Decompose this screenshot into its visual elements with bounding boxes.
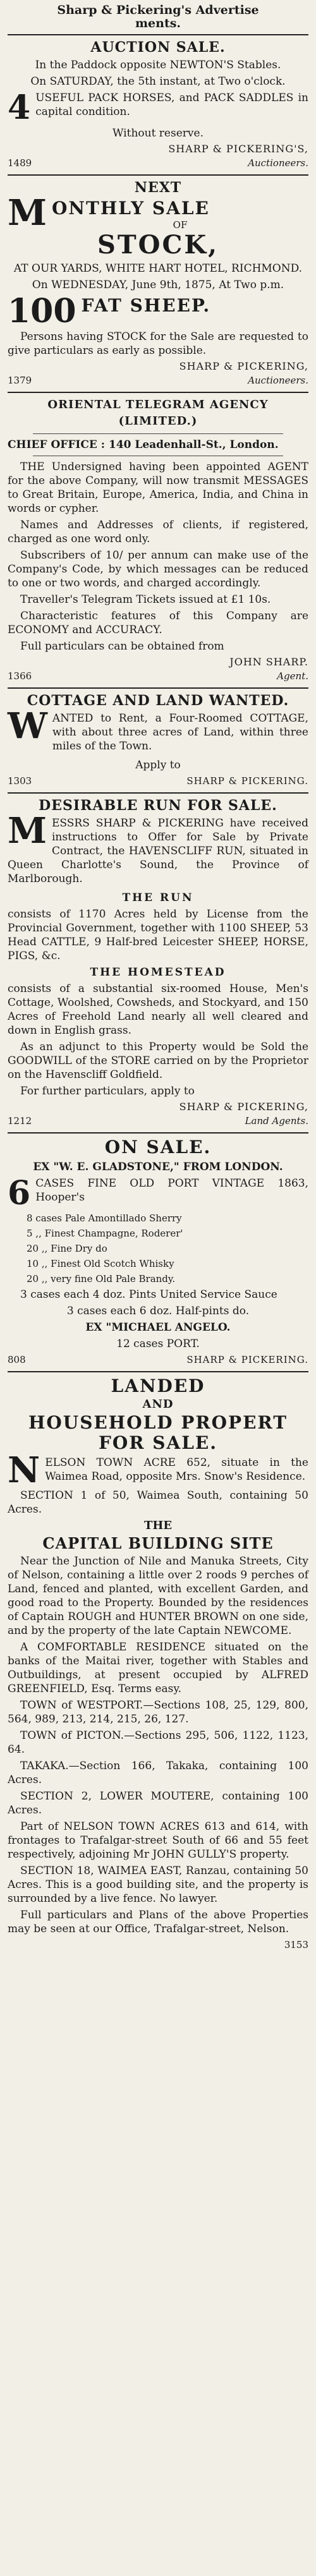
ad-text: Near the Junction of Nile and Manuka Streets, City of Nelson, containing a little over 2 roods 9 perches of Land, fenced and planted, with excellent Garden, and good road to the Property. Bounded by the residences of Captain ROUGH and HUNTER BROWN on one side, and by the property of the late Captain NEWCOME. bbox=[8, 1555, 308, 1637]
section-heading: THE HOMESTEAD bbox=[90, 966, 226, 979]
ad-text: Characteristic features of this Company are ECONOMY and ACCURACY. bbox=[8, 610, 308, 636]
ad-title: LANDED bbox=[111, 1376, 205, 1396]
ad-text: In the Paddock opposite NEWTON'S Stables. bbox=[35, 59, 281, 71]
item-list-line: 5 ,, Finest Champagne, Roderer' bbox=[27, 1228, 183, 1239]
ad-text: 3 cases each 6 doz. Half-pints do. bbox=[66, 1305, 250, 1317]
ad-title: COTTAGE AND LAND WANTED. bbox=[27, 692, 289, 709]
item-list-line: 20 ,, Fine Dry do bbox=[27, 1243, 107, 1254]
ad-number: 3153 bbox=[284, 1939, 308, 1950]
ad-text: SECTION 2, LOWER MOUTERE, containing 100 Acres. bbox=[8, 1790, 308, 1817]
ad-text: For further particulars, apply to bbox=[20, 1085, 195, 1098]
signature: SHARP & PICKERING. bbox=[186, 775, 308, 787]
ad-role: Auctioneers. bbox=[248, 157, 308, 169]
ad-title: HOUSEHOLD PROPERT bbox=[28, 1412, 288, 1433]
ad-ship: EX "W. E. GLADSTONE," FROM LONDON. bbox=[33, 1161, 283, 1173]
item-list-line: 20 ,, very fine Old Pale Brandy. bbox=[27, 1273, 176, 1285]
ad-run-for-sale bbox=[8, 792, 308, 1132]
ad-property-for-sale bbox=[8, 1371, 308, 1956]
ad-title: DESIRABLE RUN FOR SALE. bbox=[39, 797, 277, 814]
divider bbox=[33, 433, 283, 434]
drop-cap: M bbox=[8, 810, 47, 852]
ad-role: Auctioneers. bbox=[248, 375, 308, 386]
ad-ship: EX "MICHAEL ANGELO. bbox=[85, 1321, 231, 1334]
ad-number: 808 bbox=[8, 1354, 26, 1365]
ad-text: consists of 1170 Acres held by License from the Provincial Government, together with 1100 SHEEP, 53 Head CATTLE, 9 Half-bred Leicester SHEEP, HORSE, PIGS, &c. bbox=[8, 908, 308, 962]
ad-text: Part of NELSON TOWN ACRES 613 and 614, with frontages to Trafalgar-street South of 66 and 55 feet respectively, adjoining Mr JOHN GULLY'S property. bbox=[8, 1820, 308, 1861]
ad-title: ORIENTAL TELEGRAM AGENCY (LIMITED.) bbox=[47, 398, 269, 428]
ad-number: 1212 bbox=[8, 1115, 32, 1127]
ad-text: Persons having STOCK for the Sale are requested to give particulars as early as possible. bbox=[8, 330, 308, 357]
ad-text: ANTED to Rent, a Four-Roomed COTTAGE, with about three acres of Land, within three miles of the Town. bbox=[52, 712, 308, 753]
ad-number: 1303 bbox=[8, 775, 32, 787]
ad-date: On SATURDAY, the 5th instant, at Two o'clock. bbox=[30, 75, 286, 88]
drop-cap: W bbox=[8, 705, 47, 747]
ad-number: 1366 bbox=[8, 670, 32, 682]
ad-text: USEFUL PACK HORSES, and PACK SADDLES in capital condition. bbox=[35, 92, 308, 118]
ad-title: STOCK, bbox=[97, 230, 219, 260]
item-list-line: 10 ,, Finest Old Scotch Whisky bbox=[27, 1258, 174, 1269]
drop-cap: M bbox=[8, 192, 47, 234]
section-heading: THE bbox=[143, 1519, 173, 1532]
ad-text: Subscribers of 10/ per annum can make use of the Company's Code, by which messages can be reduced to one or two words, and charged accordingly. bbox=[8, 549, 308, 590]
ad-telegram-agency bbox=[8, 392, 308, 687]
ad-title: AUCTION SALE. bbox=[90, 39, 226, 56]
drop-cap: N bbox=[8, 1449, 40, 1491]
ad-footer bbox=[8, 1938, 308, 1951]
ad-footer bbox=[8, 374, 308, 387]
ad-text: OF bbox=[173, 219, 188, 231]
ad-text: Without reserve. bbox=[112, 127, 204, 140]
ad-title: FAT SHEEP. bbox=[81, 295, 211, 316]
ad-title: NEXT bbox=[134, 179, 182, 196]
ad-number: 1489 bbox=[8, 157, 32, 169]
ad-text: consists of a substantial six-roomed House, Men's Cottage, Woolshed, Cowsheds, and Stockyard, and 150 Acres of Freehold Land nearly all well cleared and down in English grass. bbox=[8, 983, 308, 1037]
ad-text: Names and Addresses of clients, if registered, charged as one word only. bbox=[8, 519, 308, 545]
ad-text: Full particulars can be obtained from bbox=[20, 640, 224, 653]
ad-text: TOWN of WESTPORT.—Sections 108, 25, 129, 800, 564, 989, 213, 214, 215, 26, 127. bbox=[8, 1699, 308, 1726]
ad-number: 1379 bbox=[8, 375, 32, 386]
ad-text: Traveller's Telegram Tickets issued at £1 10s. bbox=[20, 593, 271, 606]
ad-cottage-wanted bbox=[8, 687, 308, 792]
ad-title: AND bbox=[142, 1398, 174, 1411]
ad-text: 12 cases PORT. bbox=[116, 1338, 200, 1350]
ad-on-sale bbox=[8, 1132, 308, 1371]
signature: SHARP & PICKERING, bbox=[179, 360, 308, 372]
ad-text: TAKAKA.—Section 166, Takaka, containing 100 Acres. bbox=[8, 1760, 308, 1786]
item-list-line: 8 cases Pale Amontillado Sherry bbox=[27, 1212, 182, 1224]
ad-title: ON SALE. bbox=[104, 1137, 212, 1158]
ad-footer bbox=[8, 1115, 308, 1127]
ad-text: A COMFORTABLE RESIDENCE situated on the banks of the Maitai river, together with Stables and Outbuildings, at present occupied by ALFRED GREENFIELD, Esq. Terms easy. bbox=[8, 1641, 308, 1695]
ad-footer bbox=[8, 775, 308, 787]
ad-text: Full particulars and Plans of the above Properties may be seen at our Office, Trafalgar-street, Nelson. bbox=[8, 1909, 308, 1935]
ad-text: CASES FINE OLD PORT VINTAGE 1863, Hooper's bbox=[35, 1177, 308, 1204]
ad-footer bbox=[8, 157, 308, 169]
ad-monthly-stock-sale bbox=[8, 174, 308, 392]
ad-text: ELSON TOWN ACRE 652, situate in the Waimea Road, opposite Mrs. Snow's Residence. bbox=[45, 1456, 308, 1483]
ad-footer bbox=[8, 670, 308, 682]
drop-cap: 6 bbox=[8, 1174, 31, 1212]
ad-text: ESSRS SHARP & PICKERING have received instructions to Offer for Sale by Private Contract, the HAVENSCLIFF RUN, situated in Queen Charlotte's Sound, the Province of Marlborough. bbox=[8, 817, 308, 885]
section-heading: THE RUN bbox=[122, 892, 194, 904]
ad-office: CHIEF OFFICE : 140 Leadenhall-St., London. bbox=[8, 438, 279, 451]
ad-text: AT OUR YARDS, WHITE HART HOTEL, RICHMOND. bbox=[13, 262, 303, 275]
ad-text: TOWN of PICTON.—Sections 295, 506, 1122, 1123, 64. bbox=[8, 1729, 308, 1756]
signature: SHARP & PICKERING. bbox=[186, 1354, 308, 1365]
ad-text: THE Undersigned having been appointed AGENT for the above Company, will now transmit MESSAGES to Great Britain, Europe, America, India, and China in words or cypher. bbox=[8, 461, 308, 515]
ad-text: Apply to bbox=[135, 759, 181, 771]
ad-role: Agent. bbox=[277, 670, 308, 682]
ad-title: ONTHLY SALE bbox=[52, 198, 210, 219]
ad-title: FOR SALE. bbox=[98, 1432, 217, 1453]
signature: SHARP & PICKERING'S, bbox=[168, 143, 308, 155]
ad-date: On WEDNESDAY, June 9th, 1875, At Two p.m. bbox=[32, 279, 284, 291]
signature: SHARP & PICKERING, bbox=[179, 1101, 308, 1113]
page-header-sub: ments. bbox=[135, 16, 181, 30]
drop-cap: 4 bbox=[8, 88, 31, 127]
ad-text: SECTION 1 of 50, Waimea South, containing 50 Acres. bbox=[8, 1489, 308, 1516]
ad-auction-sale bbox=[8, 34, 308, 174]
ad-text: 3 cases each 4 doz. Pints United Service Sauce bbox=[20, 1288, 277, 1301]
ad-footer bbox=[8, 1353, 308, 1366]
ad-text: As an adjunct to this Property would be Sold the GOODWILL of the STORE carried on by the Proprietor on the Havenscliff Goldfield. bbox=[8, 1041, 308, 1081]
drop-cap: 100 bbox=[8, 292, 76, 330]
ad-text: SECTION 18, WAIMEA EAST, Ranzau, containing 50 Acres. This is a good building site, and the property is surrounded by a live fence. No lawyer. bbox=[8, 1865, 308, 1905]
signature: JOHN SHARP. bbox=[229, 656, 308, 668]
section-heading: CAPITAL BUILDING SITE bbox=[42, 1534, 274, 1552]
page-header: Sharp & Pickering's Advertise bbox=[57, 3, 259, 17]
ad-role: Land Agents. bbox=[245, 1115, 308, 1127]
